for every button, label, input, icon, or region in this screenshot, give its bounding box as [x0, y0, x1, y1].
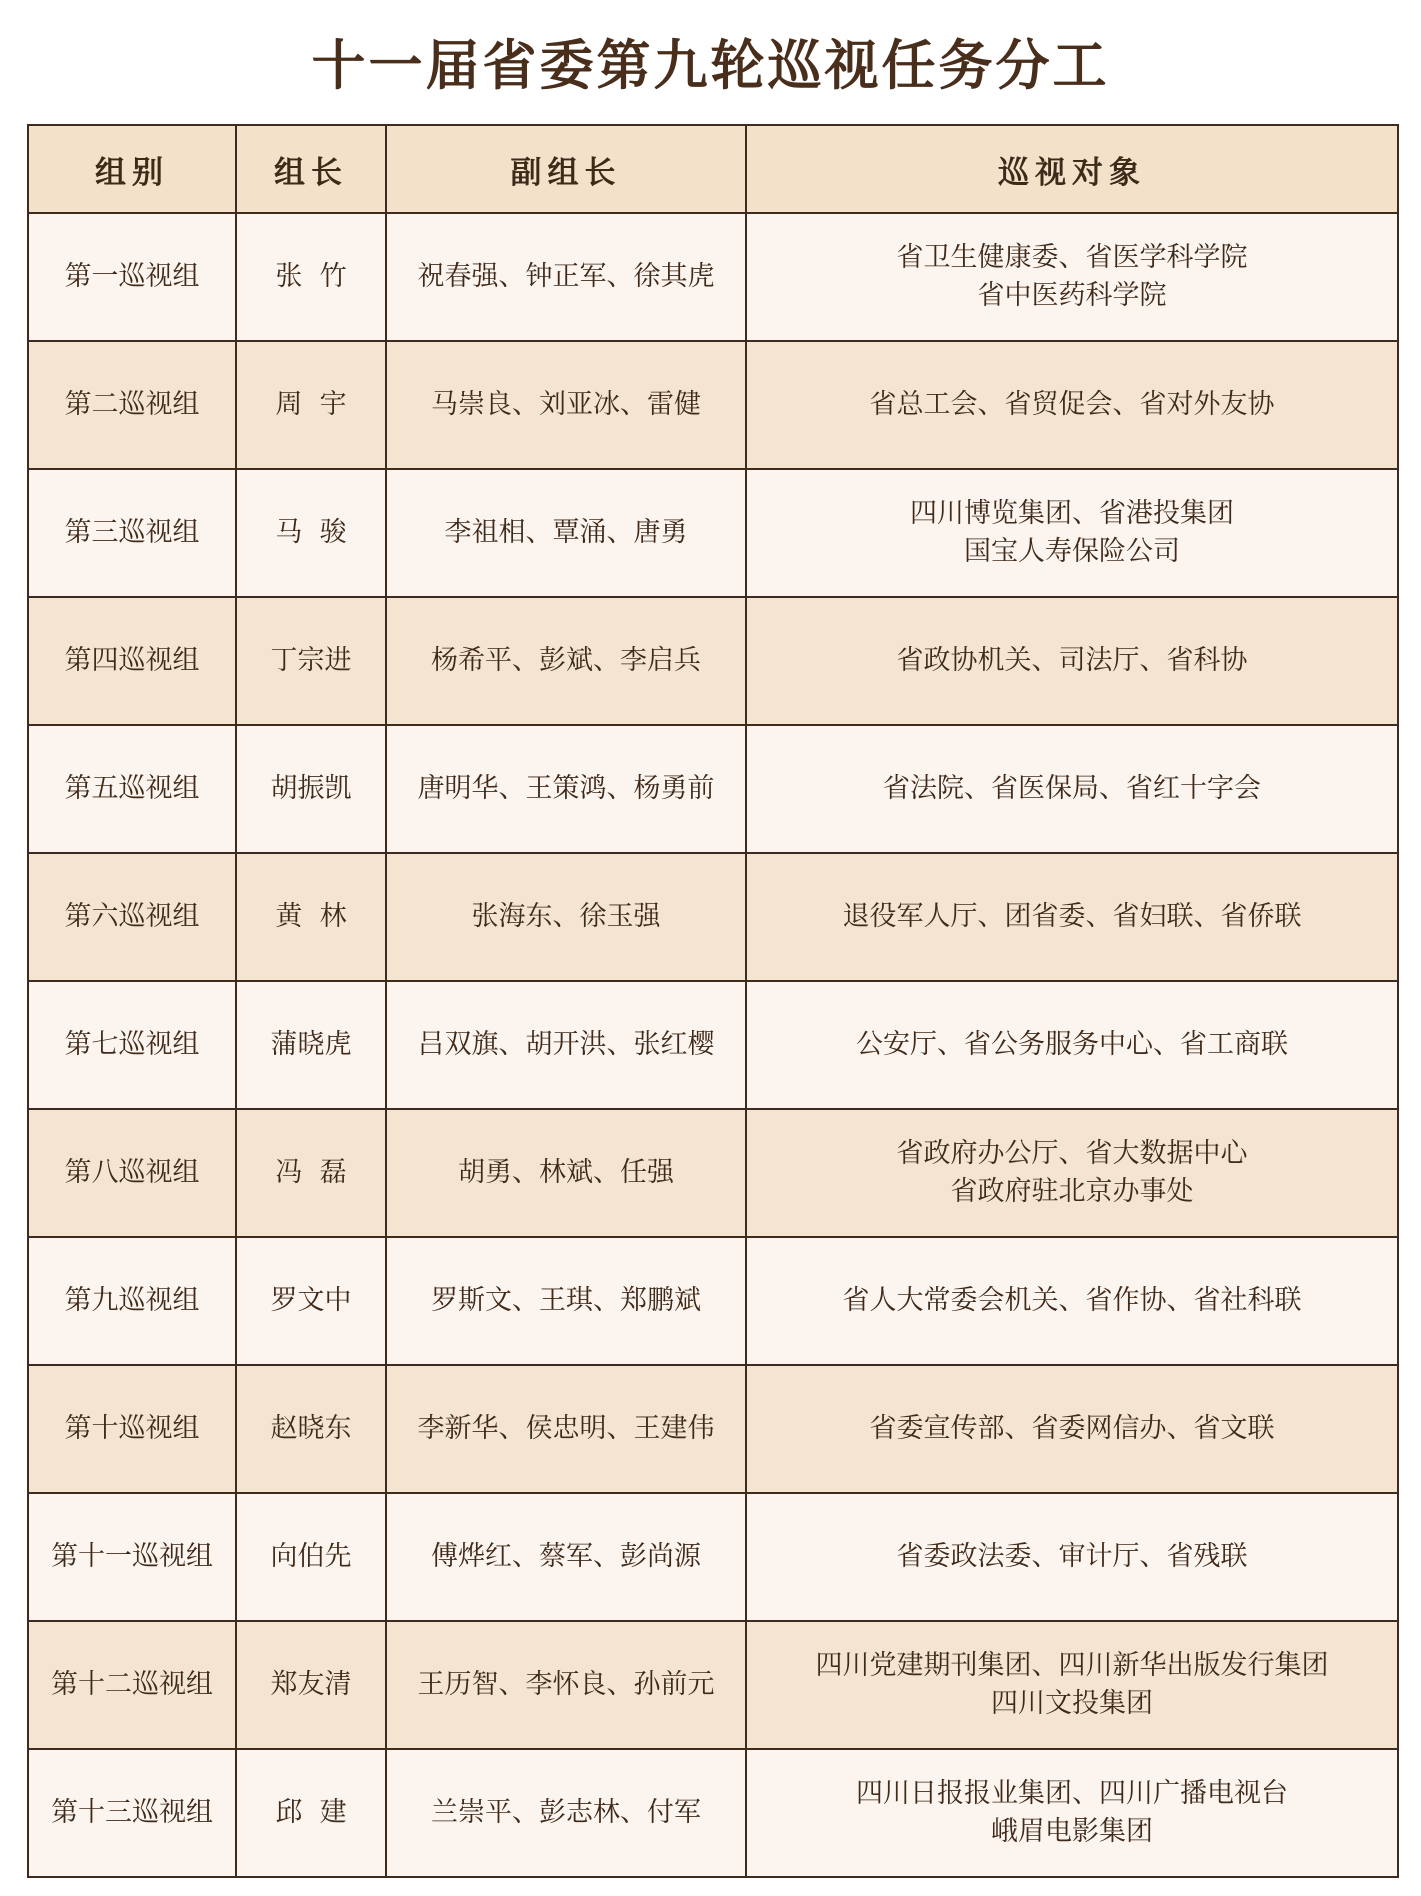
- cell-group: 第十三巡视组: [28, 1749, 236, 1877]
- cell-leader: 向伯先: [236, 1493, 386, 1621]
- header-leader: 组长: [236, 125, 386, 213]
- cell-deputies: 傅烨红、蔡军、彭尚源: [386, 1493, 746, 1621]
- cell-deputies: 李新华、侯忠明、王建伟: [386, 1365, 746, 1493]
- table-body: [28, 213, 1398, 1877]
- cell-deputies: 吕双旗、胡开洪、张红樱: [386, 981, 746, 1109]
- cell-targets: [746, 597, 1398, 725]
- cell-group: 第八巡视组: [28, 1109, 236, 1237]
- cell-leader: 黄 林: [236, 853, 386, 981]
- cell-deputies: 罗斯文、王琪、郑鹏斌: [386, 1237, 746, 1365]
- cell-group: 第一巡视组: [28, 213, 236, 341]
- target-line: 四川文投集团: [991, 1688, 1153, 1719]
- cell-leader: 张 竹: [236, 213, 386, 341]
- target-line: 省总工会、省贸促会、省对外友协: [869, 389, 1275, 420]
- table-row: [28, 1109, 1398, 1237]
- cell-group: 第五巡视组: [28, 725, 236, 853]
- assignment-table: [27, 124, 1399, 1878]
- cell-deputies: 王历智、李怀良、孙前元: [386, 1621, 746, 1749]
- cell-targets: [746, 981, 1398, 1109]
- table-row: [28, 213, 1398, 341]
- cell-targets: [746, 1493, 1398, 1621]
- table-row: [28, 1621, 1398, 1749]
- header-deputies: 副组长: [386, 125, 746, 213]
- cell-leader: 周 宇: [236, 341, 386, 469]
- table-row: [28, 1237, 1398, 1365]
- cell-deputies: 杨希平、彭斌、李启兵: [386, 597, 746, 725]
- table-row: [28, 1365, 1398, 1493]
- cell-deputies: 李祖相、覃涌、唐勇: [386, 469, 746, 597]
- cell-deputies: 祝春强、钟正军、徐其虎: [386, 213, 746, 341]
- target-line: 四川博览集团、省港投集团: [910, 498, 1234, 529]
- cell-leader: 罗文中: [236, 1237, 386, 1365]
- cell-leader: 赵晓东: [236, 1365, 386, 1493]
- cell-deputies: 兰崇平、彭志林、付军: [386, 1749, 746, 1877]
- table-header-row: [28, 125, 1398, 213]
- cell-group: 第十一巡视组: [28, 1493, 236, 1621]
- cell-targets: [746, 213, 1398, 341]
- cell-targets: [746, 469, 1398, 597]
- cell-group: 第十巡视组: [28, 1365, 236, 1493]
- target-line: 省卫生健康委、省医学科学院: [896, 242, 1248, 273]
- cell-leader: 邱 建: [236, 1749, 386, 1877]
- target-line: 省委政法委、审计厅、省残联: [896, 1541, 1248, 1572]
- target-line: 公安厅、省公务服务中心、省工商联: [856, 1029, 1288, 1060]
- cell-leader: 胡振凯: [236, 725, 386, 853]
- cell-targets: [746, 1109, 1398, 1237]
- cell-group: 第六巡视组: [28, 853, 236, 981]
- cell-deputies: 马崇良、刘亚冰、雷健: [386, 341, 746, 469]
- target-line: 省人大常委会机关、省作协、省社科联: [842, 1285, 1302, 1316]
- cell-deputies: 张海东、徐玉强: [386, 853, 746, 981]
- target-line: 省委宣传部、省委网信办、省文联: [869, 1413, 1275, 1444]
- cell-leader: 马 骏: [236, 469, 386, 597]
- target-line: 四川日报报业集团、四川广播电视台: [856, 1778, 1288, 1809]
- target-line: 退役军人厅、团省委、省妇联、省侨联: [842, 901, 1302, 932]
- cell-targets: [746, 725, 1398, 853]
- cell-targets: [746, 1749, 1398, 1877]
- target-line: 省政府办公厅、省大数据中心: [896, 1138, 1248, 1169]
- cell-targets: [746, 853, 1398, 981]
- cell-targets: [746, 1237, 1398, 1365]
- table-row: [28, 853, 1398, 981]
- cell-deputies: 唐明华、王策鸿、杨勇前: [386, 725, 746, 853]
- cell-leader: 郑友清: [236, 1621, 386, 1749]
- target-line: 省法院、省医保局、省红十字会: [883, 773, 1261, 804]
- cell-leader: 冯 磊: [236, 1109, 386, 1237]
- cell-group: 第九巡视组: [28, 1237, 236, 1365]
- target-line: 四川党建期刊集团、四川新华出版发行集团: [815, 1650, 1329, 1681]
- cell-group: 第四巡视组: [28, 597, 236, 725]
- table-row: [28, 341, 1398, 469]
- cell-leader: 丁宗进: [236, 597, 386, 725]
- cell-targets: [746, 1621, 1398, 1749]
- cell-group: 第七巡视组: [28, 981, 236, 1109]
- cell-targets: [746, 1365, 1398, 1493]
- header-group: 组别: [28, 125, 236, 213]
- header-targets: 巡视对象: [746, 125, 1398, 213]
- table-row: [28, 469, 1398, 597]
- target-line: 省中医药科学院: [977, 280, 1167, 311]
- cell-group: 第十二巡视组: [28, 1621, 236, 1749]
- cell-leader: 蒲晓虎: [236, 981, 386, 1109]
- cell-deputies: 胡勇、林斌、任强: [386, 1109, 746, 1237]
- cell-targets: [746, 341, 1398, 469]
- target-line: 省政协机关、司法厅、省科协: [896, 645, 1248, 676]
- table-row: [28, 1749, 1398, 1877]
- target-line: 省政府驻北京办事处: [950, 1176, 1194, 1207]
- table-row: [28, 725, 1398, 853]
- page-title: 十一届省委第九轮巡视任务分工: [311, 34, 1110, 97]
- table-row: [28, 1493, 1398, 1621]
- cell-group: 第二巡视组: [28, 341, 236, 469]
- table-row: [28, 597, 1398, 725]
- target-line: 国宝人寿保险公司: [964, 536, 1180, 567]
- cell-group: 第三巡视组: [28, 469, 236, 597]
- target-line: 峨眉电影集团: [991, 1816, 1153, 1847]
- table-row: [28, 981, 1398, 1109]
